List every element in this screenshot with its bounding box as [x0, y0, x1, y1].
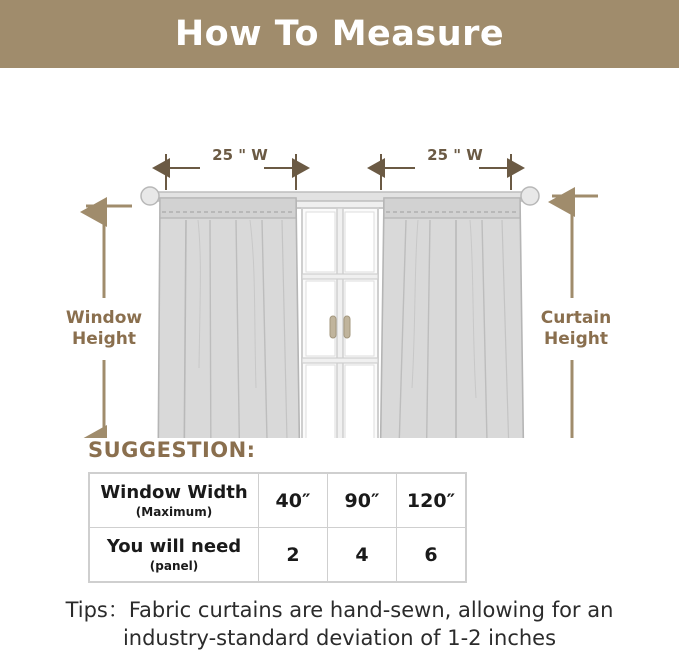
curtain-window-illustration: [0, 68, 679, 438]
width-dimension-left-label: 25 " W: [212, 146, 268, 164]
table-row-label: [89, 528, 259, 583]
row-label-main: You will need: [106, 536, 242, 557]
tips-line2: industry-standard deviation of 1-2 inches: [122, 626, 557, 651]
window-height-label-line2: Height: [72, 329, 136, 350]
window-graphic: [294, 196, 386, 438]
window-height-label-line1: Window: [65, 308, 143, 328]
tips-label: Tips：: [65, 598, 129, 622]
row-label-sub: (Maximum): [135, 505, 213, 519]
curtain-height-label-line2: Height: [544, 329, 608, 350]
curtain-height-label: [528, 308, 624, 351]
tips-line1: Fabric curtains are hand-sewn, allowing for an: [128, 598, 614, 622]
left-curtain-panel: [158, 198, 300, 438]
table-cell-value: 6: [397, 528, 467, 583]
table-cell-value: 2: [259, 528, 328, 583]
row-label-sub: (panel): [149, 559, 199, 573]
table-row: [89, 473, 466, 528]
curtain-height-label-line1: Curtain: [540, 308, 612, 328]
table-cell-value: 4: [328, 528, 397, 583]
suggestion-table: [88, 472, 467, 583]
table-cell-value: 90″: [328, 473, 397, 528]
right-curtain-panel: [380, 198, 524, 438]
table-cell-value: 40″: [259, 473, 328, 528]
suggestion-section: [0, 438, 679, 583]
row-label-main: Window Width: [100, 482, 248, 503]
width-dimension-right-label: 25 " W: [427, 146, 483, 164]
table-row-label: [89, 473, 259, 528]
measure-diagram: [0, 68, 679, 438]
tips-section: [0, 596, 679, 653]
page-title: How To Measure: [174, 14, 505, 54]
window-height-label: [58, 308, 150, 351]
table-row: [89, 528, 466, 583]
table-cell-value: 120″: [397, 473, 467, 528]
header-banner: [0, 0, 679, 68]
suggestion-title: SUGGESTION:: [88, 438, 256, 462]
